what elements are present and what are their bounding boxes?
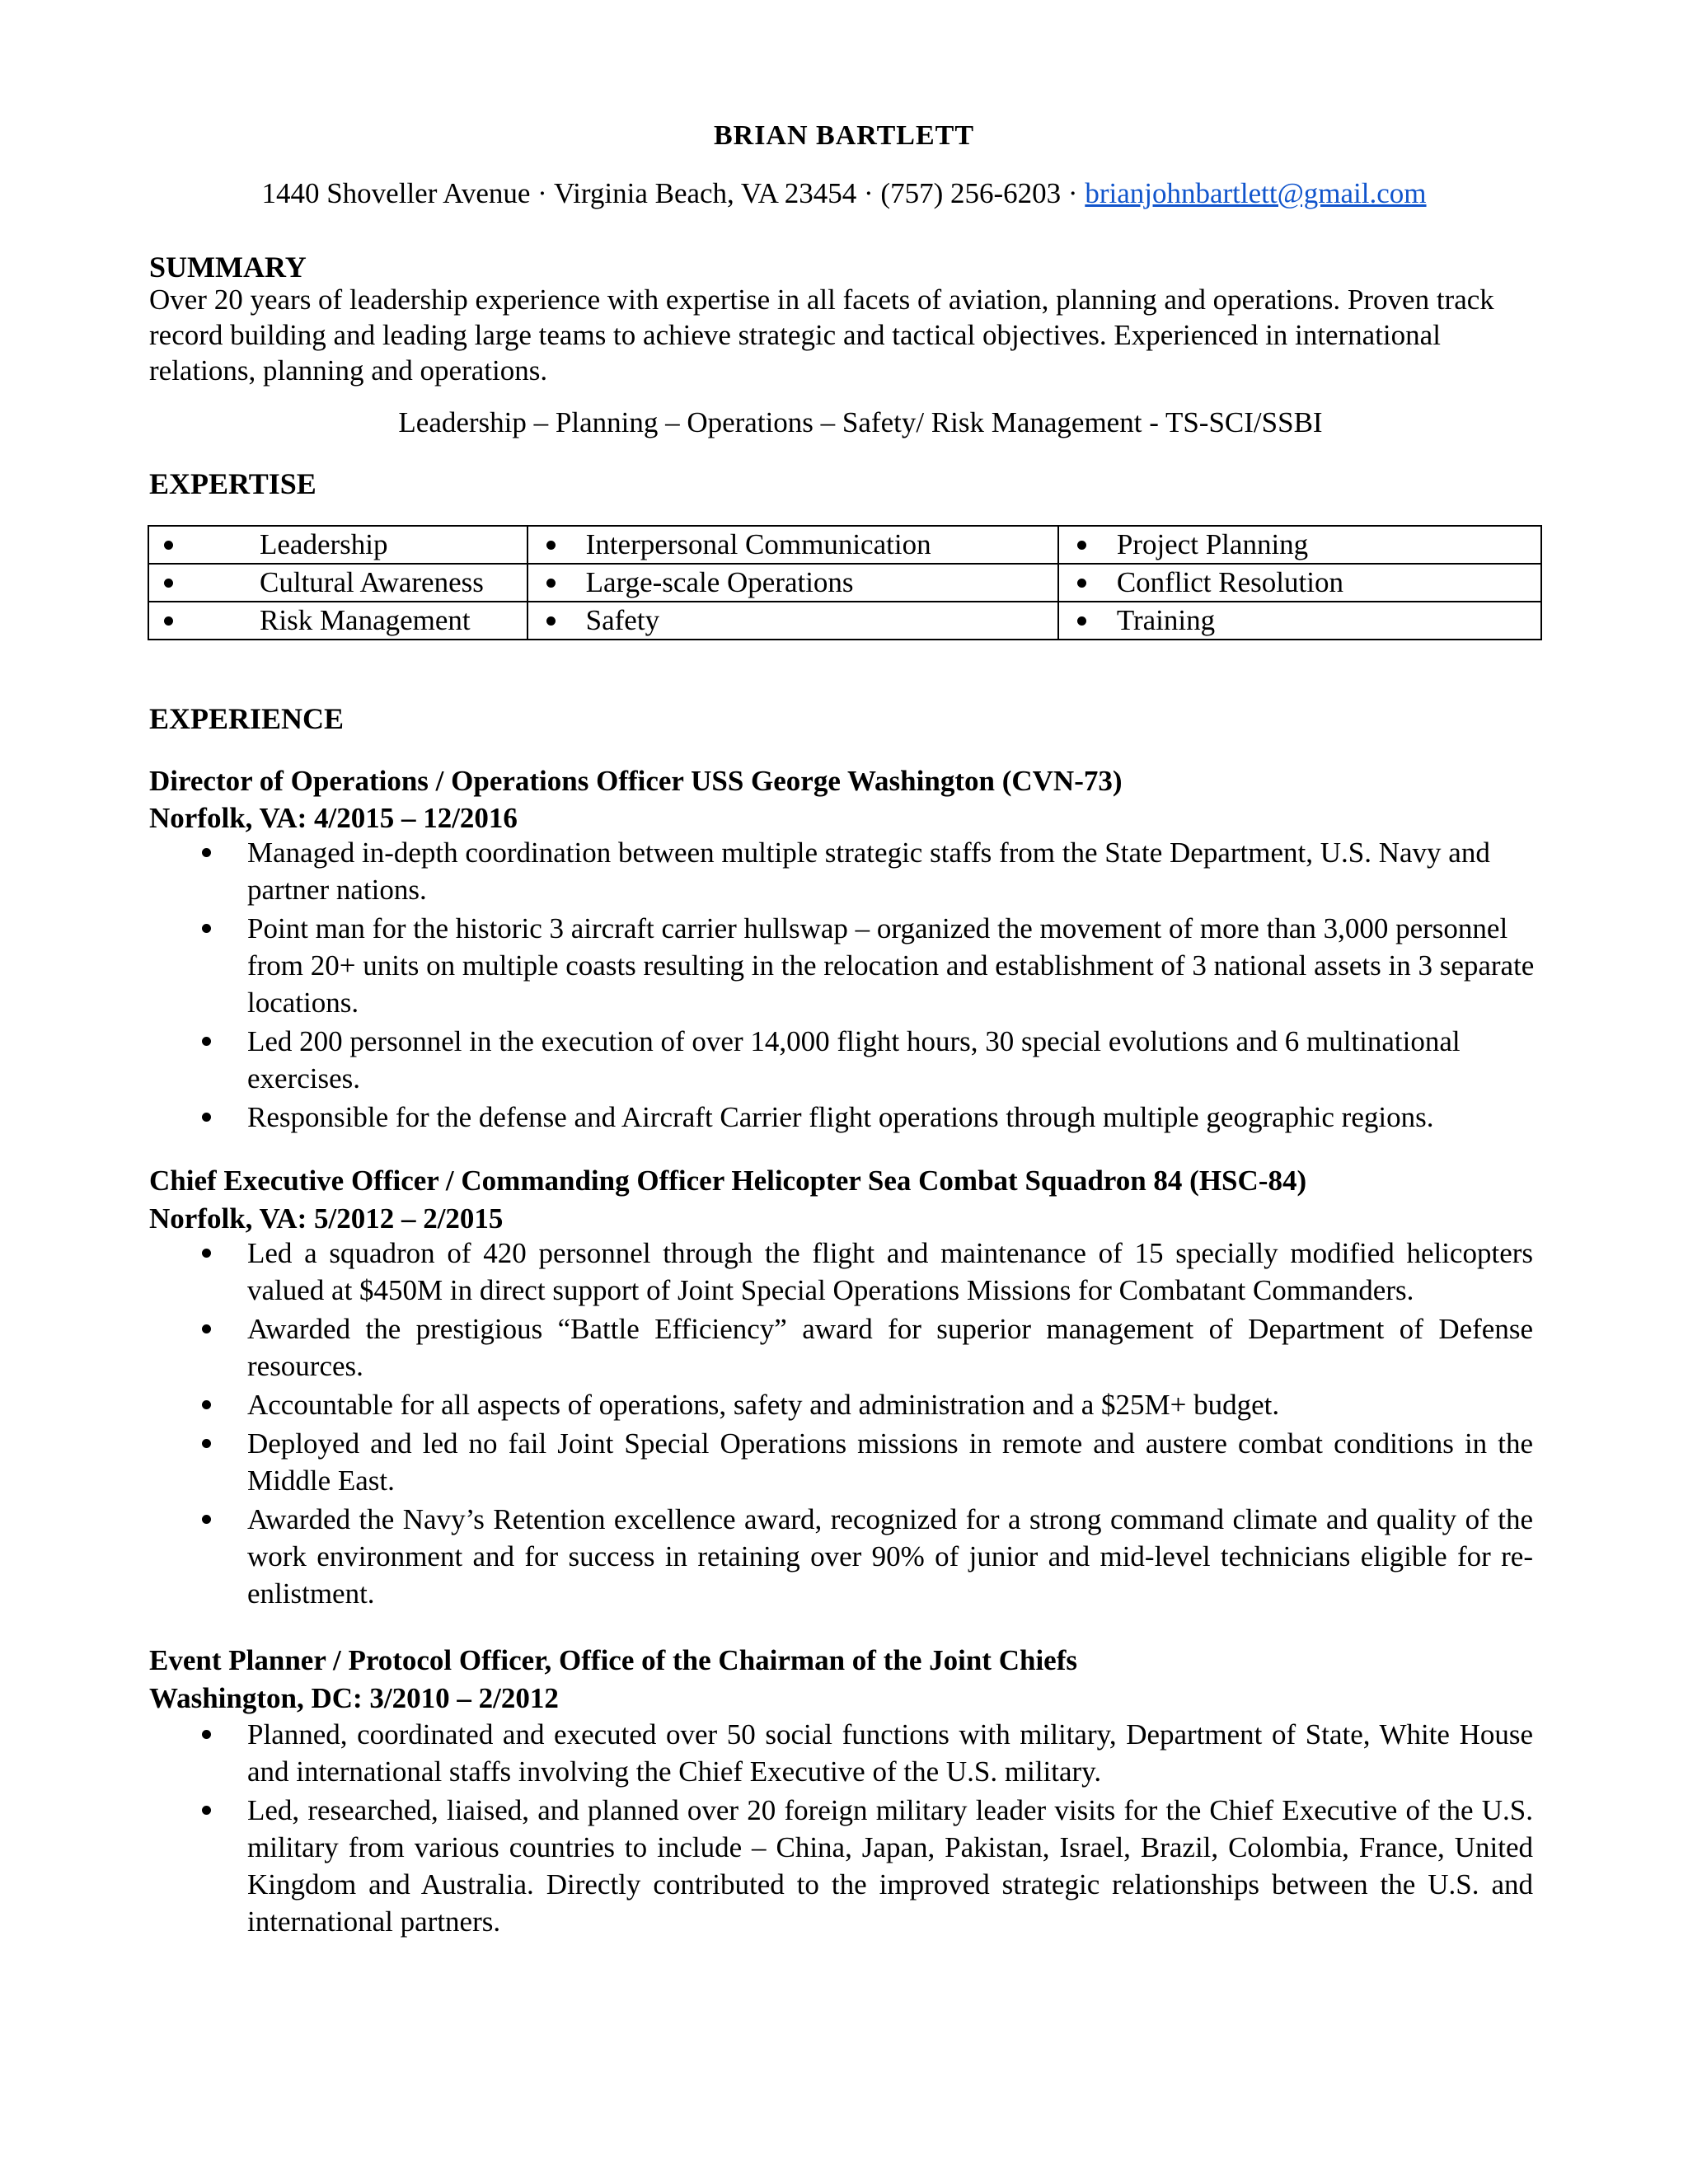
job-location-dates: Norfolk, VA: 5/2012 – 2/2015 (149, 1202, 504, 1235)
bullet-icon (546, 541, 556, 550)
bullet-icon (546, 616, 556, 626)
list-item (198, 1386, 1533, 1423)
expertise-cell (148, 526, 528, 564)
list-item (198, 1099, 1541, 1136)
bullet-icon (202, 1806, 211, 1815)
job-title: Event Planner / Protocol Officer, Office of the Chairman of the Joint Chiefs (149, 1644, 1077, 1676)
bullet-text: Led, researched, liaised, and planned over 20 foreign military leader visits for the Chief Executive of the U.S. military from various countries to include – China, Japan, Pakistan, Israel, Brazil, Colombia, France, United Kingdom and Australia. Directly contributed to the improved strategic relationships between the U.S. and international partners. (247, 1794, 1533, 1938)
bullet-icon (1077, 579, 1086, 588)
expertise-cell (148, 564, 528, 602)
list-item (198, 1716, 1533, 1790)
job-title: Chief Executive Officer / Commanding Officer Helicopter Sea Combat Squadron 84 (HSC-84) (149, 1165, 1307, 1197)
bullet-icon (1077, 541, 1086, 550)
job-bullets (198, 1235, 1533, 1614)
bullet-text: Awarded the Navy’s Retention excellence award, recognized for a strong command climate and quality of the work environment and for success in retaining over 90% of junior and mid-level technicians eligible for re-enlistment. (247, 1503, 1533, 1610)
bullet-icon (164, 541, 173, 550)
list-item (198, 910, 1541, 1021)
expertise-item: Large-scale Operations (585, 566, 854, 598)
expertise-item: Cultural Awareness (260, 566, 484, 598)
experience-heading: EXPERIENCE (149, 702, 345, 735)
expertise-cell (1058, 564, 1541, 602)
bullet-text: Deployed and led no fail Joint Special Operations missions in remote and austere combat conditions in the Middle East. (247, 1427, 1533, 1497)
bullet-icon (1077, 616, 1086, 626)
expertise-item: Training (1116, 604, 1216, 636)
expertise-heading: EXPERTISE (149, 467, 316, 500)
expertise-item: Conflict Resolution (1116, 566, 1343, 598)
bullet-text: Point man for the historic 3 aircraft carrier hullswap – organized the movement of more than 3,000 personnel from 20+ units on multiple coasts resulting in the relocation and establishment of 3 national assets in 3 separate locations. (247, 912, 1535, 1019)
bullet-icon (202, 1400, 211, 1409)
expertise-item: Interpersonal Communication (585, 528, 931, 560)
summary-heading: SUMMARY (149, 251, 307, 284)
bullet-icon (202, 848, 211, 857)
bullet-icon (202, 1249, 211, 1258)
bullet-icon (202, 1730, 211, 1739)
expertise-item: Risk Management (260, 604, 471, 636)
job-title: Director of Operations / Operations Officer USS George Washington (CVN-73) (149, 765, 1123, 797)
job-bullets (198, 834, 1541, 1137)
bullet-text: Led a squadron of 420 personnel through the flight and maintenance of 15 specially modified helicopters valued at $450M in direct support of Joint Special Operations Missions for Combatant Commanders. (247, 1237, 1533, 1306)
bullet-icon (164, 579, 173, 588)
bullet-icon (202, 1113, 211, 1122)
expertise-cell (528, 526, 1058, 564)
contact-address-phone: 1440 Shoveller Avenue · Virginia Beach, VA 23454 · (757) 256-6203 · (261, 177, 1085, 209)
list-item (198, 834, 1541, 908)
bullet-icon (202, 1324, 211, 1333)
job-bullets (198, 1716, 1533, 1942)
expertise-cell (148, 602, 528, 640)
expertise-row (148, 526, 1541, 564)
bullet-text: Responsible for the defense and Aircraft Carrier flight operations through multiple geographic regions. (247, 1101, 1434, 1133)
expertise-cell (528, 564, 1058, 602)
bullet-icon (202, 1439, 211, 1448)
job-location-dates: Washington, DC: 3/2010 – 2/2012 (149, 1682, 559, 1714)
expertise-cell (1058, 602, 1541, 640)
expertise-item: Project Planning (1116, 528, 1309, 560)
bullet-text: Led 200 personnel in the execution of over 14,000 flight hours, 30 special evolutions and 6 multinational exercises. (247, 1025, 1461, 1094)
candidate-name: BRIAN BARTLETT (713, 120, 975, 151)
list-item (198, 1425, 1533, 1499)
expertise-item: Leadership (260, 528, 388, 560)
bullet-text: Accountable for all aspects of operations, safety and administration and a $25M+ budget. (247, 1389, 1280, 1421)
bullet-icon (202, 1515, 211, 1524)
list-item (198, 1792, 1533, 1940)
expertise-cell (1058, 526, 1541, 564)
expertise-row (148, 564, 1541, 602)
bullet-text: Awarded the prestigious “Battle Efficiency” award for superior management of Department of Defense resources. (247, 1313, 1533, 1382)
list-item (198, 1023, 1541, 1097)
bullet-text: Planned, coordinated and executed over 50 social functions with military, Department of State, White House and international staffs involving the Chief Executive of the U.S. military. (247, 1718, 1533, 1788)
skills-line: Leadership – Planning – Operations – Safety/ Risk Management - TS-SCI/SSBI (398, 406, 1323, 438)
bullet-icon (546, 579, 556, 588)
summary-text: Over 20 years of leadership experience with expertise in all facets of aviation, planning and operations. Proven track record building and leading large teams to achieve strategic and tactical objectives. Experienced in international relations, planning and operations. (149, 284, 1494, 387)
contact-line (0, 175, 1688, 212)
bullet-icon (202, 1037, 211, 1046)
job-location-dates: Norfolk, VA: 4/2015 – 12/2016 (149, 802, 518, 834)
list-item (198, 1310, 1533, 1385)
list-item (198, 1235, 1533, 1309)
list-item (198, 1501, 1533, 1612)
email-link[interactable]: brianjohnbartlett@gmail.com (1085, 177, 1427, 209)
bullet-icon (202, 924, 211, 933)
expertise-cell (528, 602, 1058, 640)
expertise-table (148, 525, 1542, 640)
bullet-text: Managed in-depth coordination between multiple strategic staffs from the State Department, U.S. Navy and partner nations. (247, 837, 1490, 906)
expertise-row (148, 602, 1541, 640)
bullet-icon (164, 616, 173, 626)
expertise-item: Safety (585, 604, 660, 636)
